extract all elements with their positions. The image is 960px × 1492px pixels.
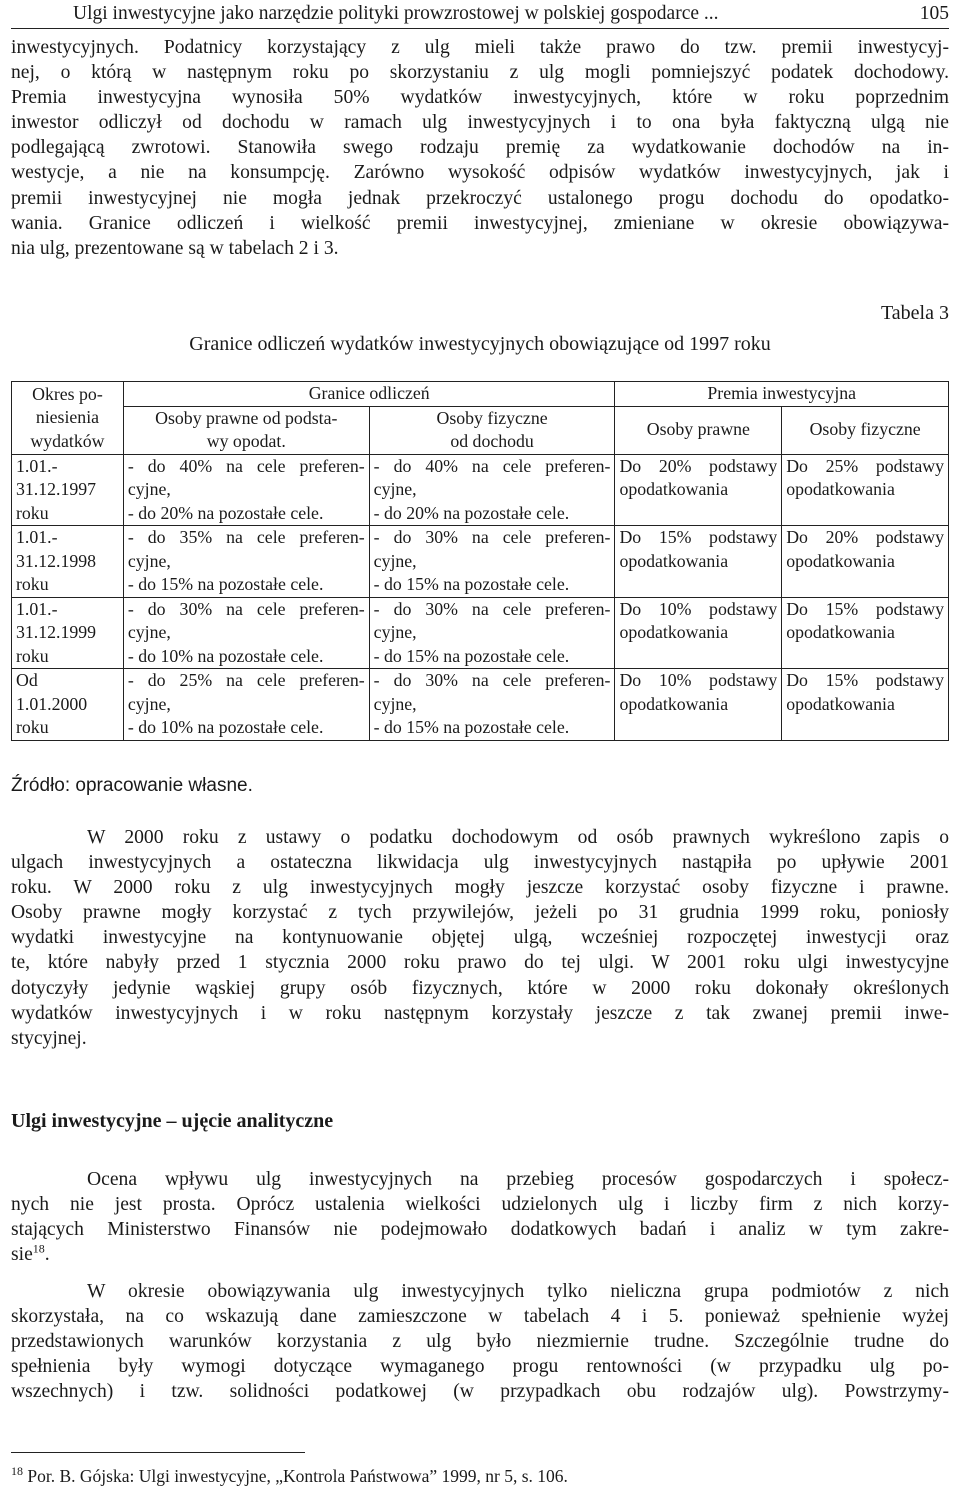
header-legal-premium: Osoby prawne: [615, 406, 782, 454]
footnote: [11, 1464, 568, 1488]
text-line: wszechnych) i tzw. solidności podatkowej (w przypadkach obu rodzajów ulg). Powstrzymy-: [11, 1381, 949, 1403]
table-subheader-row: [12, 406, 949, 454]
text-line: stycyjnej.: [11, 1027, 87, 1049]
natural-limits-cell: - do 30% na cele preferen- cyjne, - do 15% na pozostałe cele.: [369, 526, 615, 598]
legal-premium-cell: Do 20% podstawy opodatkowania: [615, 454, 782, 526]
period-cell: 1.01.- 31.12.1998 roku: [12, 526, 124, 598]
text-line: Ocena wpływu ulg inwestycyjnych na przebieg procesów gospodarczych i społecz-: [87, 1169, 949, 1190]
text-line: inwestycyjnych. Podatnicy korzystający z ulg mieli także prawo do tzw. premii inwestycyj-: [11, 37, 949, 58]
period-cell: 1.01.- 31.12.1997 roku: [12, 454, 124, 526]
table-row: [12, 454, 949, 526]
natural-premium-cell: Do 15% podstawy opodatkowania: [782, 597, 949, 669]
text-line: te, które nabyły przed 1 stycznia 2000 roku prawo do tej ulgi. W 2001 roku ulgi inwestycyjne: [11, 952, 949, 974]
text-line: dotyczyły jedynie wąskiej grupy osób fizycznych, które w 2000 roku dokonały określonych: [11, 977, 949, 999]
header-period: Okres po- niesienia wydatków: [12, 382, 124, 455]
deduction-limits-table: [11, 381, 949, 741]
footnote-number: 18: [11, 1464, 23, 1479]
text-line: W 2000 roku z ustawy o podatku dochodowym od osób prawnych wykreślono zapis o: [87, 827, 949, 848]
table-row: [12, 526, 949, 598]
footnote-divider: [11, 1452, 305, 1453]
running-header-title: Ulgi inwestycyjne jako narzędzie polityki prowzrostowej w polskiej gospodarce ...: [73, 3, 719, 24]
paragraph-beneficiaries: [11, 1279, 949, 1404]
text-line: nia ulg, prezentowane są w tabelach 2 i 3.: [11, 237, 339, 259]
legal-premium-cell: Do 10% podstawy opodatkowania: [615, 597, 782, 669]
period-cell: 1.01.- 31.12.1999 roku: [12, 597, 124, 669]
table-row: [12, 597, 949, 669]
section-heading: Ulgi inwestycyjne – ujęcie analityczne: [11, 1110, 334, 1132]
text-line: westycje, a nie na konsumpcję. Zarówno wysokość odpisów wydatków inwestycyjnych, jak i: [11, 162, 949, 184]
table-source-note: Źródło: opracowanie własne.: [11, 775, 253, 796]
footnote-text: Por. B. Gójska: Ulgi inwestycyjne, „Kontrola Państwowa” 1999, nr 5, s. 106.: [23, 1466, 568, 1486]
text-line: sie$^{18}$.: [11, 1241, 50, 1266]
natural-premium-cell: Do 20% podstawy opodatkowania: [782, 526, 949, 598]
text-line: roku. W 2000 roku z ulg inwestycyjnych mogły jeszcze korzystać osoby fizyczne i prawne.: [11, 877, 949, 899]
text-line: W okresie obowiązywania ulg inwestycyjnych tylko nieliczna grupa podmiotów z nich: [87, 1281, 949, 1302]
paragraph-liquidation: [11, 825, 949, 1051]
header-legal-limits: Osoby prawne od podsta- wy opodat.: [123, 406, 369, 454]
text-line: wydatki inwestycyjne na kontynuowanie objętej ulgą, wcześniej rozpoczętej inwestycji oraz: [11, 927, 949, 949]
text-line: inwestor odliczył od dochodu w ramach ulg inwestycyjnych i to ona była faktyczną ulgą nie: [11, 112, 949, 134]
page-number: 105: [919, 3, 949, 24]
text-line: spełnienia były wymogi dotyczące wymaganego progu rentowności (w przypadku ulg po-: [11, 1356, 949, 1378]
text-line: przedstawionych warunków korzystania z ulg było niezmiernie trudne. Szczególnie trudne do: [11, 1331, 949, 1353]
header-group-premium: Premia inwestycyjna: [615, 382, 949, 407]
text-line: nej, o którą w następnym roku po skorzystaniu z ulg mogli pomniejszyć podatek dochodowy.: [11, 62, 949, 84]
natural-premium-cell: Do 15% podstawy opodatkowania: [782, 669, 949, 741]
header-natural-premium: Osoby fizyczne: [782, 406, 949, 454]
period-cell: Od 1.01.2000 roku: [12, 669, 124, 741]
running-header: [11, 0, 949, 29]
natural-premium-cell: Do 25% podstawy opodatkowania: [782, 454, 949, 526]
table-header-row: [12, 382, 949, 407]
legal-limits-cell: - do 40% na cele preferen- cyjne, - do 20% na pozostałe cele.: [123, 454, 369, 526]
natural-limits-cell: - do 30% na cele preferen- cyjne, - do 15% na pozostałe cele.: [369, 669, 615, 741]
table-row: [12, 669, 949, 741]
text-line: stających Ministerstwo Finansów nie podejmowało dodatkowych badań i analiz w tym zakre-: [11, 1219, 949, 1241]
natural-limits-cell: - do 30% na cele preferen- cyjne, - do 15% na pozostałe cele.: [369, 597, 615, 669]
text-line: skorzystała, na co wskazują dane zamieszczone w tabelach 4 i 5. ponieważ spełnienie wyżej: [11, 1306, 949, 1328]
text-line: premii inwestycyjnej nie mogła jednak przekroczyć ustalonego progu dochodu do opodatko-: [11, 187, 949, 209]
text-line: ulgach inwestycyjnych a ostateczna likwidacja ulg inwestycyjnych nastąpiła po upływie 2001: [11, 852, 949, 874]
paragraph-assessment: [11, 1167, 949, 1267]
natural-limits-cell: - do 40% na cele preferen- cyjne, - do 20% na pozostałe cele.: [369, 454, 615, 526]
legal-limits-cell: - do 30% na cele preferen- cyjne, - do 10% na pozostałe cele.: [123, 597, 369, 669]
legal-premium-cell: Do 15% podstawy opodatkowania: [615, 526, 782, 598]
text-line: Premia inwestycyjna wynosiła 50% wydatków inwestycyjnych, które w roku poprzednim: [11, 87, 949, 109]
table-title: Granice odliczeń wydatków inwestycyjnych obowiązujące od 1997 roku: [189, 333, 771, 355]
text-line: wania. Granice odliczeń i wielkość premii inwestycyjnej, zmieniane w okresie obowiązywa-: [11, 212, 949, 234]
table-label: Tabela 3: [880, 302, 949, 324]
text-line: nych nie jest prosta. Oprócz ustalenia wielkości udzielonych ulg i liczby firm z nich korzy-: [11, 1194, 949, 1216]
header-group-limits: Granice odliczeń: [123, 382, 615, 407]
legal-limits-cell: - do 35% na cele preferen- cyjne, - do 15% na pozostałe cele.: [123, 526, 369, 598]
intro-paragraph: [11, 35, 949, 261]
text-line: Osoby prawne mogły korzystać z tych przywilejów, jeżeli po 31 grudnia 1999 roku, poniosły: [11, 902, 949, 924]
text-line: podlegającą zwrotowi. Stanowiła swego rodzaju premię za wydatkowanie dochodów na in-: [11, 137, 949, 159]
footnote-reference[interactable]: 18: [32, 1241, 45, 1256]
legal-limits-cell: - do 25% na cele preferen- cyjne, - do 10% na pozostałe cele.: [123, 669, 369, 741]
header-natural-limits: Osoby fizyczne od dochodu: [369, 406, 615, 454]
text-line: wydatków inwestycyjnych i w roku następnym korzystały jeszcze z tak zwanej premii inwe-: [11, 1002, 949, 1024]
legal-premium-cell: Do 10% podstawy opodatkowania: [615, 669, 782, 741]
